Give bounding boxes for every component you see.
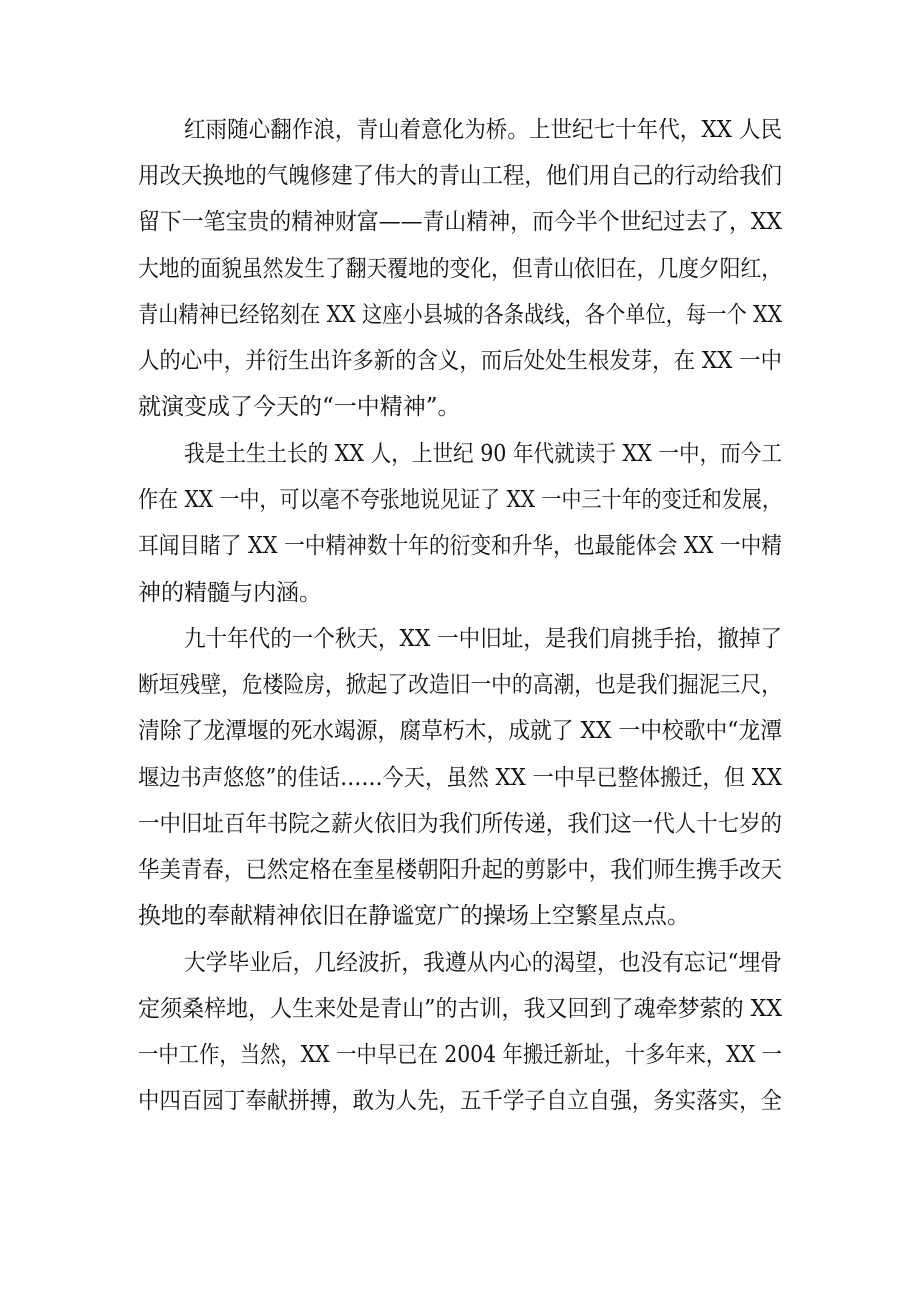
- text-line: 清除了龙潭堰的死水竭源，腐草朽木，成就了 XX 一中校歌中“龙潭: [138, 718, 782, 744]
- text-line: 一中旧址百年书院之薪火依旧为我们所传递，我们这一代人十七岁的: [138, 811, 782, 837]
- text-line: 留下一笔宝贵的精神财富——青山精神，而今半个世纪过去了，XX: [138, 209, 782, 235]
- paragraph-4-line-1: [0, 943, 920, 983]
- paragraph-1-line-3: [0, 202, 920, 242]
- text-line: 作在 XX 一中，可以毫不夸张地说见证了 XX 一中三十年的变迁和发展，: [138, 487, 782, 513]
- text-line: 断垣残壁，危楼险房，掀起了改造旧一中的高潮，也是我们掘泥三尺，: [138, 672, 782, 698]
- paragraph-1-line-1: [0, 110, 920, 150]
- paragraph-3-line-3: [0, 711, 920, 751]
- paragraph-3-line-1: [0, 619, 920, 659]
- paragraph-1-line-2: [0, 156, 920, 196]
- text-line: 中四百园丁奉献拼搏，敢为人先，五千学子自立自强，务实落实，全: [138, 1088, 782, 1114]
- text-line: 九十年代的一个秋天，XX 一中旧址，是我们肩挑手抬，撤掉了: [184, 626, 782, 652]
- paragraph-1-line-5: [0, 295, 920, 335]
- paragraph-1-line-4: [0, 249, 920, 289]
- text-line: 红雨随心翻作浪，青山着意化为桥。上世纪七十年代，XX 人民: [184, 117, 782, 143]
- text-line: 人的心中，并衍生出许多新的含义，而后处处生根发芽，在 XX 一中: [138, 348, 782, 374]
- paragraph-2-line-1: [0, 434, 920, 474]
- text-line: 耳闻目睹了 XX 一中精神数十年的衍变和升华，也最能体会 XX 一中精: [138, 533, 782, 559]
- paragraph-3-line-4: [0, 758, 920, 798]
- text-line: 华美青春，已然定格在奎星楼朝阳升起的剪影中，我们师生携手改天: [138, 857, 782, 883]
- paragraph-3-line-5: [0, 804, 920, 844]
- text-line: 堰边书声悠悠”的佳话……今天，虽然 XX 一中早已整体搬迁，但 XX: [138, 765, 782, 791]
- text-line: 用改天换地的气魄修建了伟大的青山工程，他们用自己的行动给我们: [138, 163, 782, 189]
- paragraph-2-line-3: [0, 526, 920, 566]
- paragraph-1-line-7: [0, 387, 920, 427]
- paragraph-4-line-3: [0, 1035, 920, 1075]
- paragraph-3-line-2: [0, 665, 920, 705]
- text-line: 神的精髓与内涵。: [138, 580, 322, 606]
- text-line: 就演变成了今天的“一中精神”。: [138, 394, 461, 420]
- paragraph-4-line-2: [0, 989, 920, 1029]
- text-line: 青山精神已经铭刻在 XX 这座小县城的各条战线，各个单位，每一个 XX: [138, 302, 782, 328]
- text-line: 我是土生土长的 XX 人，上世纪 90 年代就读于 XX 一中，而今工: [184, 441, 782, 467]
- text-line: 大学毕业后，几经波折，我遵从内心的渴望，也没有忘记“埋骨: [184, 950, 782, 976]
- paragraph-3-line-6: [0, 850, 920, 890]
- paragraph-4-line-4: [0, 1081, 920, 1121]
- paragraph-3-line-7: [0, 896, 920, 936]
- text-line: 一中工作，当然，XX 一中早已在 2004 年搬迁新址，十多年来，XX 一: [138, 1042, 782, 1068]
- paragraph-2-line-2: [0, 480, 920, 520]
- paragraph-2-line-4: [0, 573, 920, 613]
- text-line: 定须桑梓地，人生来处是青山”的古训，我又回到了魂牵梦萦的 XX: [138, 996, 782, 1022]
- paragraph-1-line-6: [0, 341, 920, 381]
- text-line: 大地的面貌虽然发生了翻天覆地的变化，但青山依旧在，几度夕阳红，: [138, 256, 782, 282]
- text-line: 换地的奉献精神依旧在静谧宽广的操场上空繁星点点。: [138, 903, 690, 929]
